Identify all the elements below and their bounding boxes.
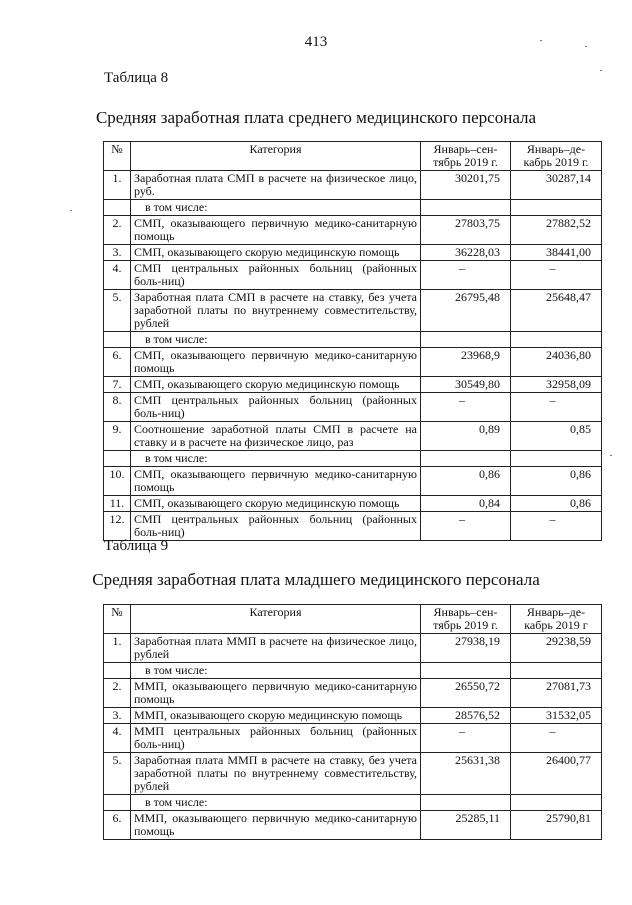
row-value-period-1 xyxy=(421,451,511,467)
row-category: ММП центральных районных больниц (районных боль-ниц) xyxy=(131,724,421,753)
row-value-period-2: 0,86 xyxy=(511,467,602,496)
row-value-period-2: 27081,73 xyxy=(511,679,602,708)
table-row xyxy=(104,496,602,512)
table-row xyxy=(104,708,602,724)
row-category: Заработная плата СМП в расчете на физическое лицо, руб. xyxy=(131,171,421,200)
row-number xyxy=(104,451,131,467)
row-value-period-2: 25790,81 xyxy=(511,811,602,840)
row-category: СМП центральных районных больниц (районных боль-ниц) xyxy=(131,393,421,422)
row-number xyxy=(104,663,131,679)
row-value-period-2: 24036,80 xyxy=(511,348,602,377)
table-9-caption: Таблица 9 xyxy=(104,538,169,554)
table-row xyxy=(104,261,602,290)
header-number: № xyxy=(104,142,131,171)
row-number: 12. xyxy=(104,512,131,541)
row-value-period-1: 36228,03 xyxy=(421,245,511,261)
table-header-row xyxy=(104,142,602,171)
row-category: Заработная плата СМП в расчете на ставку, без учета заработной платы по внутреннему совместительству, рублей xyxy=(131,290,421,332)
header-period-2: Январь–де-кабрь 2019 г. xyxy=(511,142,602,171)
row-value-period-1: 28576,52 xyxy=(421,708,511,724)
table-row xyxy=(104,663,602,679)
table-row xyxy=(104,512,602,541)
row-category: в том числе: xyxy=(131,663,421,679)
row-category: в том числе: xyxy=(131,332,421,348)
header-category: Категория xyxy=(131,142,421,171)
row-number: 2. xyxy=(104,216,131,245)
row-value-period-2: – xyxy=(511,724,602,753)
header-period-2: Январь–де-кабрь 2019 г xyxy=(511,605,602,634)
row-value-period-2 xyxy=(511,332,602,348)
table-row xyxy=(104,377,602,393)
row-value-period-2: 25648,47 xyxy=(511,290,602,332)
row-value-period-1: 25285,11 xyxy=(421,811,511,840)
header-period-1: Январь–сен-тябрь 2019 г. xyxy=(421,142,511,171)
row-number: 4. xyxy=(104,261,131,290)
header-number: № xyxy=(104,605,131,634)
table-row xyxy=(104,753,602,795)
row-number: 4. xyxy=(104,724,131,753)
table-9 xyxy=(103,604,602,840)
table-row xyxy=(104,245,602,261)
row-category: СМП центральных районных больниц (районных боль-ниц) xyxy=(131,261,421,290)
row-value-period-1: – xyxy=(421,512,511,541)
row-number: 10. xyxy=(104,467,131,496)
row-number xyxy=(104,332,131,348)
row-category: СМП центральных районных больниц (районных боль-ниц) xyxy=(131,512,421,541)
row-number: 2. xyxy=(104,679,131,708)
table-row xyxy=(104,200,602,216)
row-category: Заработная плата ММП в расчете на физическое лицо, рублей xyxy=(131,634,421,663)
table-row xyxy=(104,811,602,840)
row-value-period-1: 26795,48 xyxy=(421,290,511,332)
row-number: 3. xyxy=(104,708,131,724)
row-number: 6. xyxy=(104,811,131,840)
table-8-caption: Таблица 8 xyxy=(104,70,169,86)
row-category: в том числе: xyxy=(131,795,421,811)
row-value-period-1: 30549,80 xyxy=(421,377,511,393)
row-category: СМП, оказывающего первичную медико-санитарную помощь xyxy=(131,348,421,377)
row-number: 7. xyxy=(104,377,131,393)
row-value-period-2: 0,85 xyxy=(511,422,602,451)
row-value-period-2 xyxy=(511,663,602,679)
row-value-period-1: 30201,75 xyxy=(421,171,511,200)
row-value-period-1: 25631,38 xyxy=(421,753,511,795)
row-number: 11. xyxy=(104,496,131,512)
table-row xyxy=(104,724,602,753)
header-period-1: Январь–сен-тябрь 2019 г. xyxy=(421,605,511,634)
scan-speck xyxy=(540,40,542,41)
page-number: 413 xyxy=(304,34,328,50)
row-value-period-1: 0,89 xyxy=(421,422,511,451)
table-row xyxy=(104,348,602,377)
table-8 xyxy=(103,141,602,541)
row-value-period-2 xyxy=(511,795,602,811)
table-row xyxy=(104,795,602,811)
row-number: 5. xyxy=(104,753,131,795)
row-number: 3. xyxy=(104,245,131,261)
row-value-period-2 xyxy=(511,200,602,216)
row-value-period-1: 0,86 xyxy=(421,467,511,496)
row-category: СМП, оказывающего скорую медицинскую помощь xyxy=(131,496,421,512)
table-row xyxy=(104,467,602,496)
row-category: ММП, оказывающего первичную медико-санитарную помощь xyxy=(131,679,421,708)
row-value-period-1 xyxy=(421,663,511,679)
row-category: в том числе: xyxy=(131,451,421,467)
row-number: 1. xyxy=(104,171,131,200)
table-8-title: Средняя заработная плата среднего медицинского персонала xyxy=(95,108,537,127)
row-number xyxy=(104,200,131,216)
row-value-period-2: 30287,14 xyxy=(511,171,602,200)
row-category: ММП, оказывающего скорую медицинскую помощь xyxy=(131,708,421,724)
row-value-period-1 xyxy=(421,200,511,216)
row-category: СМП, оказывающего скорую медицинскую помощь xyxy=(131,377,421,393)
table-row xyxy=(104,634,602,663)
table-row xyxy=(104,171,602,200)
row-value-period-2 xyxy=(511,451,602,467)
row-category: Соотношение заработной платы СМП в расчете на ставку и в расчете на физическое лицо, раз xyxy=(131,422,421,451)
table-row xyxy=(104,216,602,245)
scan-speck xyxy=(70,210,72,211)
row-value-period-2: 31532,05 xyxy=(511,708,602,724)
row-category: СМП, оказывающего первичную медико-санитарную помощь xyxy=(131,216,421,245)
table-row xyxy=(104,422,602,451)
row-value-period-2: – xyxy=(511,512,602,541)
row-value-period-2: – xyxy=(511,393,602,422)
row-value-period-2: 32958,09 xyxy=(511,377,602,393)
row-value-period-2: 0,86 xyxy=(511,496,602,512)
row-number: 6. xyxy=(104,348,131,377)
table-row xyxy=(104,332,602,348)
scan-speck xyxy=(600,70,602,71)
row-value-period-1: – xyxy=(421,261,511,290)
row-category: в том числе: xyxy=(131,200,421,216)
row-category: ММП, оказывающего первичную медико-санитарную помощь xyxy=(131,811,421,840)
table-row xyxy=(104,679,602,708)
row-value-period-1: – xyxy=(421,393,511,422)
row-category: СМП, оказывающего скорую медицинскую помощь xyxy=(131,245,421,261)
row-value-period-2: 27882,52 xyxy=(511,216,602,245)
row-number xyxy=(104,795,131,811)
scan-speck xyxy=(585,46,587,47)
row-number: 1. xyxy=(104,634,131,663)
row-value-period-1: 27803,75 xyxy=(421,216,511,245)
scan-speck xyxy=(610,455,612,456)
row-value-period-2: 38441,00 xyxy=(511,245,602,261)
row-number: 5. xyxy=(104,290,131,332)
row-value-period-1: – xyxy=(421,724,511,753)
row-number: 8. xyxy=(104,393,131,422)
header-category: Категория xyxy=(131,605,421,634)
row-value-period-1: 26550,72 xyxy=(421,679,511,708)
row-value-period-2: 29238,59 xyxy=(511,634,602,663)
row-value-period-1: 27938,19 xyxy=(421,634,511,663)
row-value-period-1 xyxy=(421,795,511,811)
table-row xyxy=(104,451,602,467)
row-value-period-1 xyxy=(421,332,511,348)
row-value-period-1: 23968,9 xyxy=(421,348,511,377)
row-category: Заработная плата ММП в расчете на ставку, без учета заработной платы по внутреннему совместительству, рублей xyxy=(131,753,421,795)
row-number: 9. xyxy=(104,422,131,451)
table-row xyxy=(104,290,602,332)
table-header-row xyxy=(104,605,602,634)
row-value-period-1: 0,84 xyxy=(421,496,511,512)
row-value-period-2: 26400,77 xyxy=(511,753,602,795)
row-value-period-2: – xyxy=(511,261,602,290)
row-category: СМП, оказывающего первичную медико-санитарную помощь xyxy=(131,467,421,496)
table-9-title: Средняя заработная плата младшего медицинского персонала xyxy=(92,570,540,589)
table-row xyxy=(104,393,602,422)
